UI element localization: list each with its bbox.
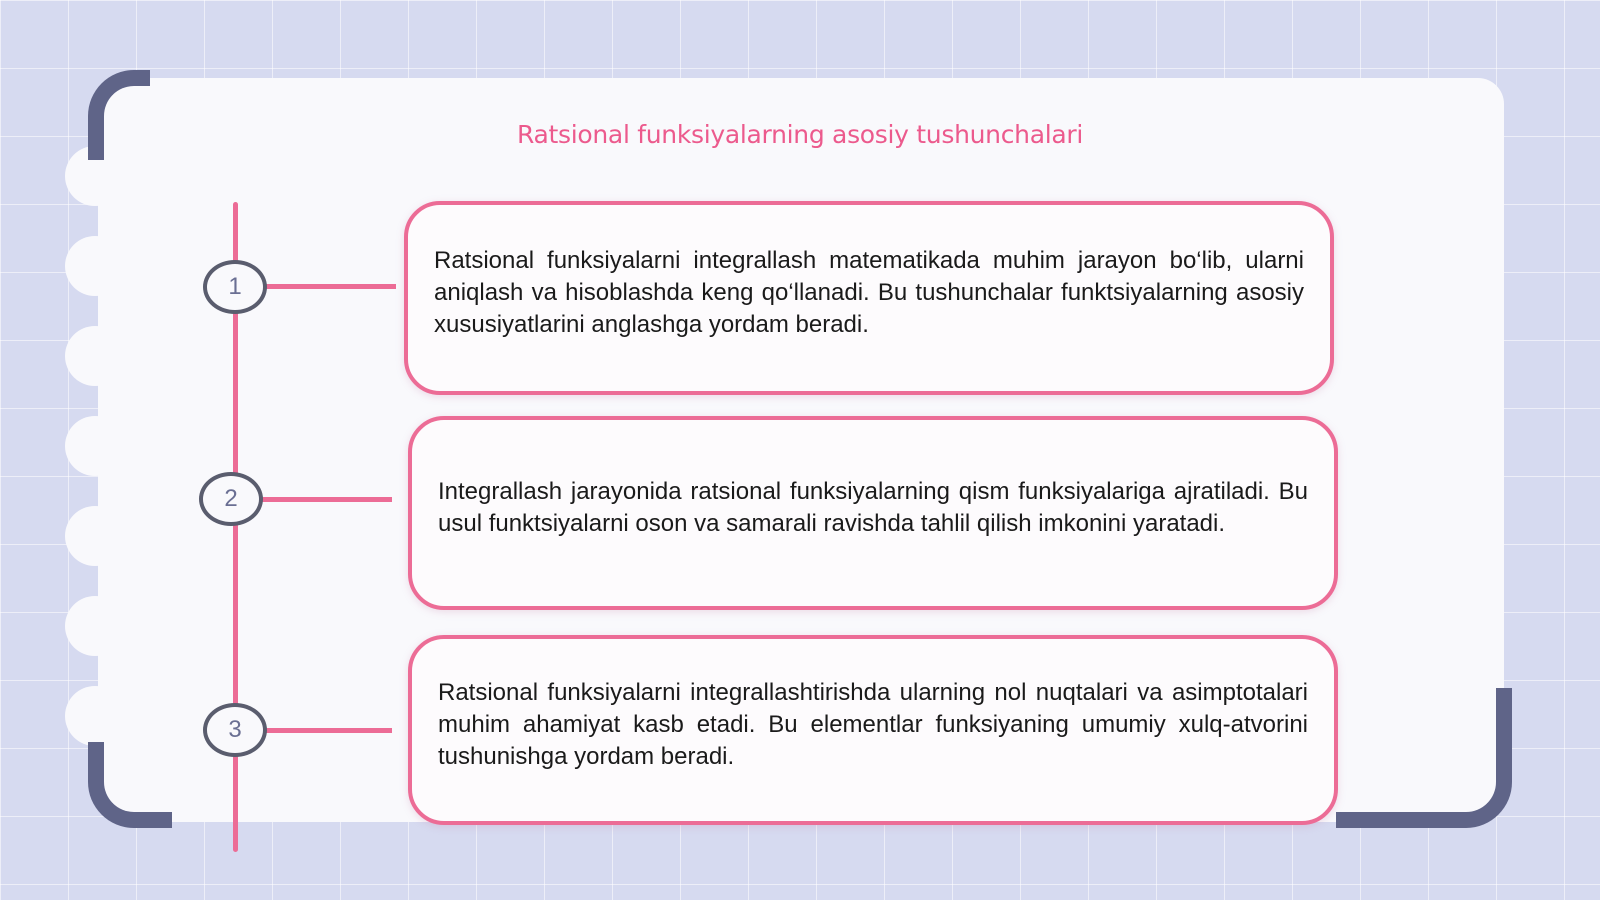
paper-notch — [65, 686, 125, 746]
corner-bracket-bottom-right — [1336, 688, 1512, 828]
step-number: 1 — [228, 273, 242, 300]
step-number-badge — [203, 260, 267, 314]
step-card — [408, 416, 1338, 610]
corner-bracket-bottom-left — [88, 742, 172, 828]
corner-bracket-top-left — [88, 70, 150, 160]
step-card — [404, 201, 1334, 395]
step-card-text: Integrallash jarayonida ratsional funksiyalarning qism funksiyalariga ajratiladi. Bu usul funktsiyalarni oson va samarali ravishda tahlil qilish imkonini yaratadi. — [438, 478, 1308, 537]
paper-notch — [65, 326, 125, 386]
timeline-connector — [266, 284, 396, 289]
step-card — [408, 635, 1338, 825]
step-card-text: Ratsional funksiyalarni integrallashtirishda ularning nol nuqtalari va asimptotalari muhim ahamiyat kasb etadi. Bu elementlar funksiyaning umumiy xulq-atvorini tushunishga yordam beradi. — [438, 679, 1308, 770]
timeline-connector — [262, 497, 392, 502]
step-number-badge — [199, 472, 263, 526]
paper-notch — [65, 416, 125, 476]
paper-notch — [65, 596, 125, 656]
step-number: 3 — [228, 716, 242, 743]
step-number: 2 — [224, 485, 238, 512]
page-title: Ratsional funksiyalarning asosiy tushunchalari — [516, 120, 1084, 149]
step-number-badge — [203, 703, 267, 757]
paper-notch — [65, 236, 125, 296]
paper-notch — [65, 506, 125, 566]
timeline-connector — [266, 728, 392, 733]
step-card-text: Ratsional funksiyalarni integrallash matematikada muhim jarayon bo‘lib, ularni aniqlash va hisoblashda keng qo‘llanadi. Bu tushunchalar funktsiyalarning asosiy xususiyatlarini anglashga yordam beradi. — [434, 247, 1304, 338]
